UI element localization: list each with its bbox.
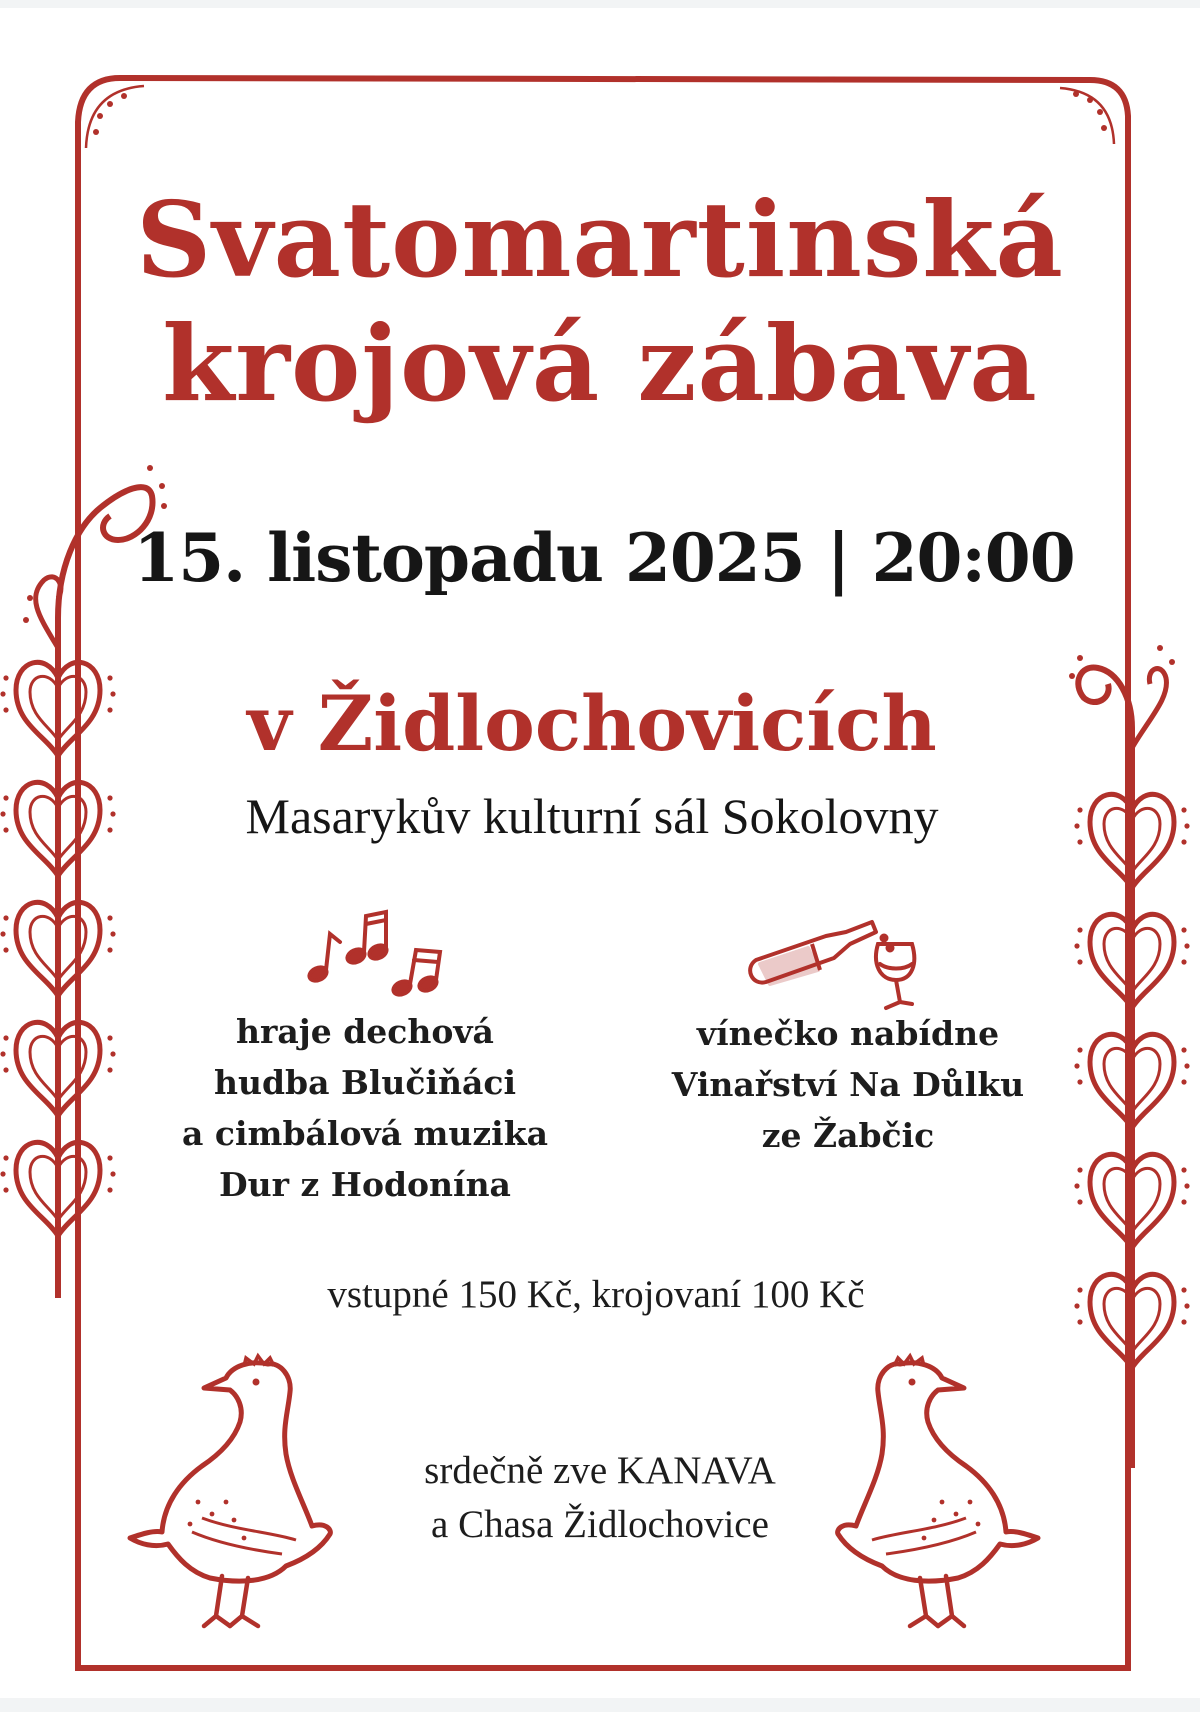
- wine-info: [658, 1008, 1038, 1161]
- wine-glass-icon: [876, 944, 914, 1008]
- invite-line: srdečně zve KANAVA: [424, 1449, 776, 1492]
- event-poster: [0, 8, 1200, 1698]
- music-line: hudba Blučiňáci: [213, 1063, 517, 1102]
- music-info: [165, 1006, 565, 1210]
- wine-line: vínečko nabídne: [696, 1014, 1000, 1053]
- music-line: hraje dechová: [236, 1012, 494, 1051]
- event-venue: Masarykův kulturní sál Sokolovny: [245, 788, 939, 844]
- event-title-line2: krojová zábava: [162, 302, 1038, 425]
- music-notes-icon: [307, 912, 440, 997]
- entry-fee: vstupné 150 Kč, krojovaní 100 Kč: [327, 1273, 865, 1316]
- event-date-time: 15. listopadu 2025 | 20:00: [133, 519, 1075, 597]
- invitation: [0, 1444, 1200, 1552]
- music-line: Dur z Hodonína: [219, 1165, 511, 1204]
- wine-line: Vinařství Na Důlku: [671, 1065, 1025, 1104]
- event-title-line1: Svatomartinská: [136, 178, 1064, 301]
- wine-line: ze Žabčic: [761, 1116, 935, 1155]
- music-line: a cimbálová muzika: [182, 1114, 548, 1153]
- wine-bottle-icon: [750, 922, 892, 984]
- event-place: v Židlochovicích: [247, 679, 937, 768]
- invite-line: a Chasa Židlochovice: [431, 1503, 769, 1546]
